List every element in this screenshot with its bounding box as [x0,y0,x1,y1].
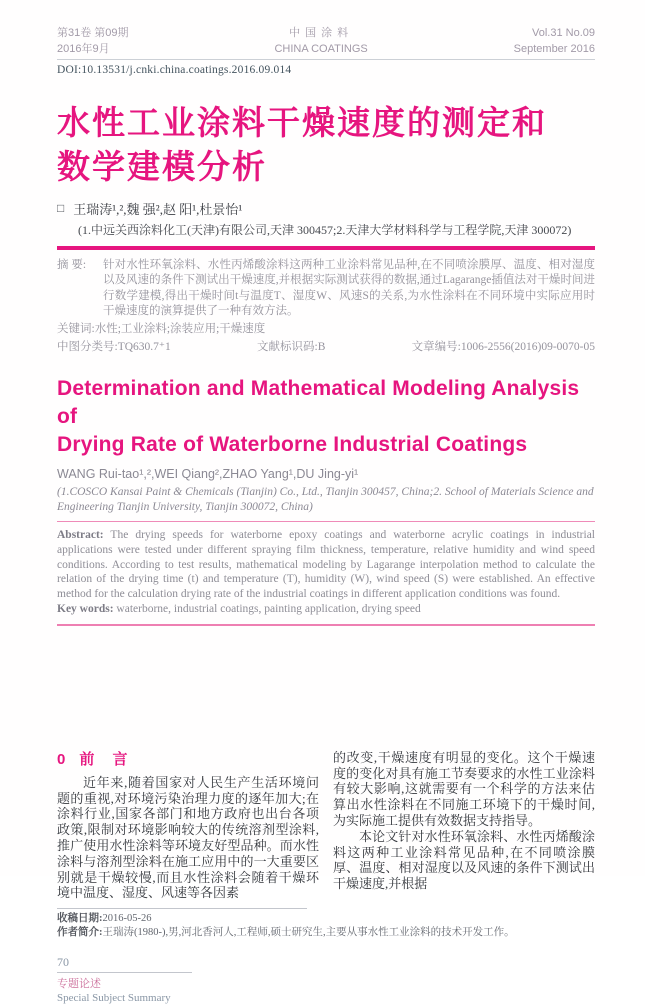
body-paragraph: 本论文针对水性环氧涂料、水性丙烯酸涂料这两种工业涂料常见品种,在不同喷涂膜厚、温度、相对湿度以及风速的条件下测试出干燥速度,并根据 [333,828,595,892]
author-names-en: WANG Rui-tao¹,²,WEI Qiang²,ZHAO Yang¹,DU Jing-yi¹ [57,466,359,481]
body-columns [57,750,595,901]
affiliation-en: (1.COSCO Kansai Paint & Chemicals (Tianjin) Co., Ltd., Tianjin 300457, China;2. School of Materials Science and Engineering Tianjin University, Tianjin 300072, China) [57,485,594,513]
divider-pink-bottom [57,624,595,626]
received-date-value: 2016-05-26 [102,913,152,925]
abstract-en-label: Abstract: [57,529,104,541]
abstract-en [57,528,595,617]
article-title-en [57,375,595,459]
date-en: September 2016 [513,43,595,55]
received-date-line [57,912,595,926]
page-footer [57,955,595,1005]
author-marker-icon: □ [57,201,65,215]
clc-number: 中图分类号:TQ630.7⁺1 [57,340,171,353]
header-issue-cn [57,25,129,57]
author-bio-label: 作者简介: [57,927,103,939]
abstract-cn-label: 摘 要: [57,258,87,271]
author-bio-line [57,926,595,940]
abstract-cn [57,258,595,320]
footnote [57,908,595,940]
volume-issue-en: Vol.31 No.09 [532,27,595,39]
journal-header [57,25,595,60]
body-column-right [333,750,595,901]
divider-magenta-thick [57,246,595,250]
authors-cn [57,199,595,218]
abstract-en-text: The drying speeds for waterborne epoxy coatings and waterborne acrylic coatings in industrial applications were tested under different spraying film thickness, temperature, relative humidity and wind speed conditions. According to test results, mathematical modeling by Lagarange interpolation method to calculate the relation of the drying time (t) and temperature (T), humidity (W), wind speed (S) were established. An effective method for the calculation drying rate of the industrial coatings in different application conditions was found. [57,529,595,601]
article-id: 文章编号:1006-2556(2016)09-0070-05 [411,340,595,353]
keywords-cn-label: 关键词: [57,322,95,335]
keywords-cn [57,322,595,337]
document-code: 文献标识码:B [257,340,326,353]
doi: DOI:10.13531/j.cnki.china.coatings.2016.09.014 [57,64,292,76]
section-number: 0 [57,750,66,768]
meta-row [57,340,595,355]
keywords-cn-text: 水性;工业涂料;涂装应用;干燥速度 [94,322,266,335]
keywords-en-label: Key words: [57,602,114,615]
keywords-en [57,602,595,617]
section-heading [57,750,319,770]
abstract-cn-text: 针对水性环氧涂料、水性丙烯酸涂料这两种工业涂料常见品种,在不同喷涂膜厚、温度、相对湿度以及风速的条件下测试出干燥速度,并根据实际测试获得的数据,通过Lagarange插值法对干燥时间进行数学建模,得出干燥时间t与温度T、湿度W、风速S的关系,为水性涂料在不同环境中实际应用时干燥速度的演算提供了一种有效方法。 [103,258,595,317]
received-date-label: 收稿日期: [57,913,103,925]
page-number: 70 [57,955,69,970]
body-paragraph: 近年来,随着国家对人民生产生活环境问题的重视,对环境污染治理力度的逐年加大;在涂料行业,国家各部门和地方政府也出台各项政策,限制对环境影响较大的传统溶剂型涂料,推广使用水性涂料等环境友好型品种。而水性涂料与溶剂型涂料在施工应用中的一大重要区别就是干燥较慢,而且水性涂料会随着干燥环境中温度、湿度、风速等各因素 [57,774,319,901]
column-name-en: Special Subject Summary [57,992,171,1005]
article-title-en-line2: Drying Rate of Waterborne Industrial Coatings [57,432,528,456]
affiliation-cn: (1.中远关西涂料化工(天津)有限公司,天津 300457;2.天津大学材料科学与工程学院,天津 300072) [78,223,572,237]
article-title-cn-line2: 数学建模分析 [57,148,267,185]
journal-name-en: CHINA COATINGS [274,43,368,55]
author-bio-text: 王瑞涛(1980-),男,河北香河人,工程师,硕士研究生,主要从事水性工业涂料的技术开发工作。 [102,927,515,939]
body-column-left [57,750,319,901]
article-title-cn-line1: 水性工业涂料干燥速度的测定和 [57,104,547,141]
volume-issue-cn: 第31卷 第09期 [57,27,129,39]
author-names-cn: 王瑞涛¹,²,魏 强²,赵 阳¹,杜景怡¹ [73,202,243,217]
keywords-en-text: waterborne, industrial coatings, painting application, drying speed [113,602,421,615]
article-title-en-line1: Determination and Mathematical Modeling Analysis of [57,376,580,428]
date-cn: 2016年9月 [57,43,110,55]
journal-name-cn: 中国涂料 [289,27,354,39]
column-name-cn: 专题论述 [57,978,101,991]
header-issue-en [514,25,595,57]
header-journal-name [274,25,367,57]
section-title: 前 言 [79,750,135,768]
body-paragraph: 的改变,干燥速度有明显的变化。这个干燥速度的变化对具有施工节奏要求的水性工业涂料有较大影响,这就需要有一个科学的方法来估算出水性涂料在不同施工环境下的干燥时间,为实际施工提供有效数据支持指导。 [333,749,595,828]
footer-divider [57,972,192,973]
footnote-divider [57,908,307,909]
divider-pink-top [57,521,595,523]
article-title-cn [57,101,595,189]
